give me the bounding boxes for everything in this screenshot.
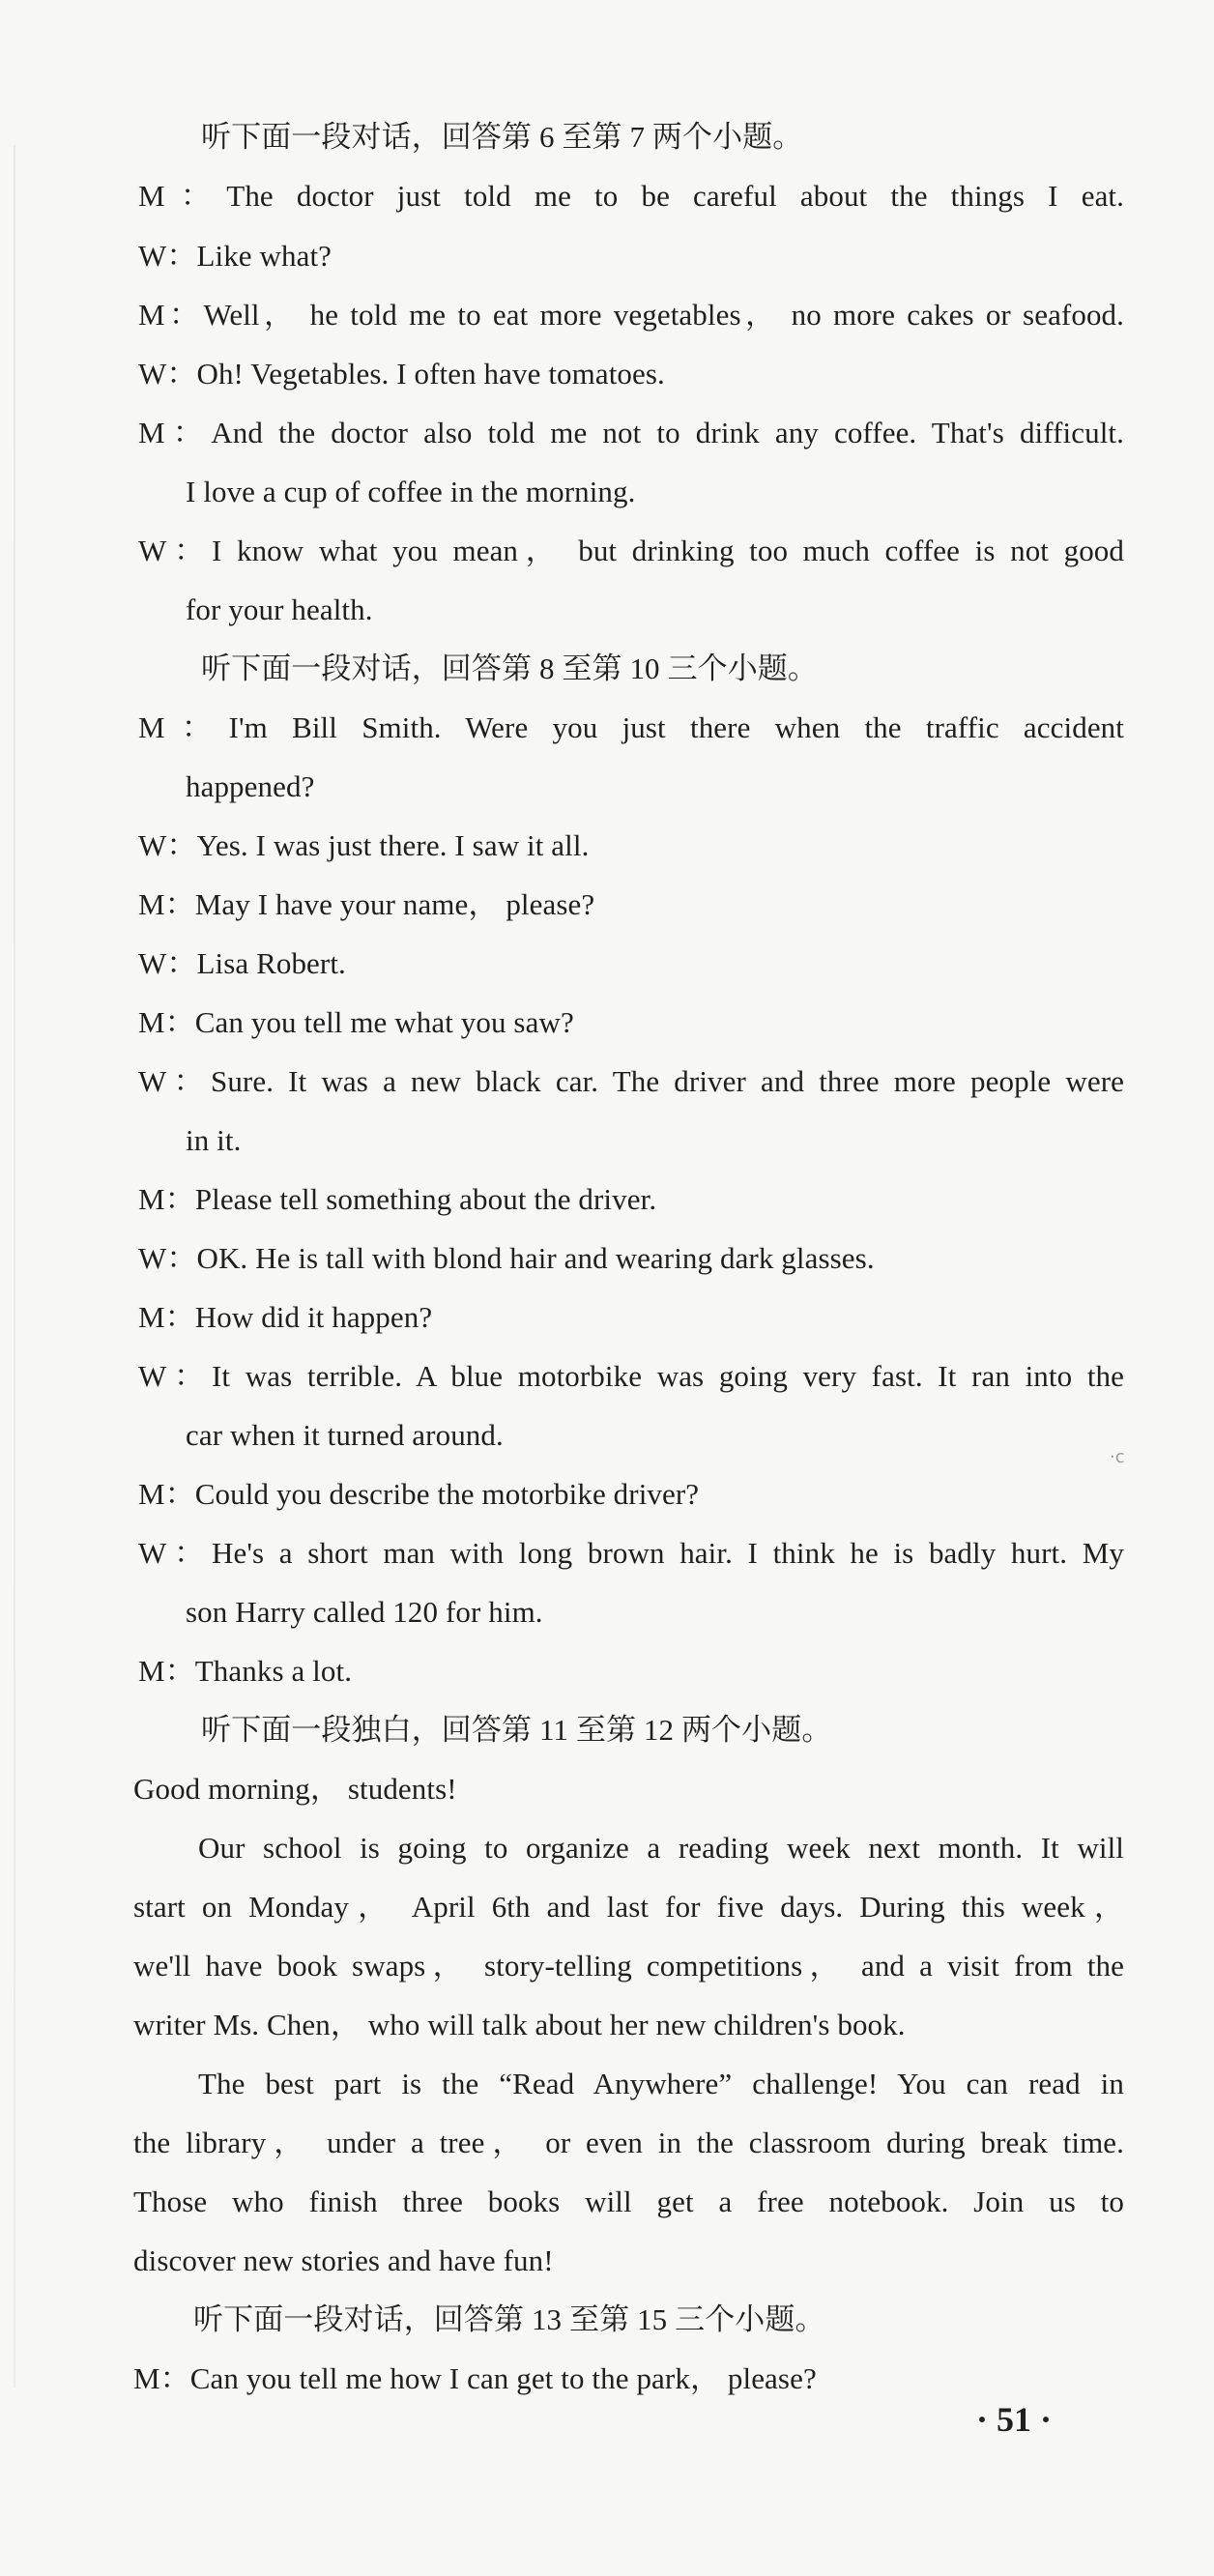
- text-line: W：He's a short man with long brown hair. I think he is badly hurt. My: [138, 1536, 1124, 1570]
- text-line: W：Oh! Vegetables. I often have tomatoes.: [138, 357, 665, 391]
- text-line: for your health.: [186, 593, 373, 626]
- text-line: discover new stories and have fun!: [133, 2243, 554, 2277]
- text-line: W：Sure. It was a new black car. The driver and three more people were: [138, 1064, 1124, 1098]
- text-line: W：Like what?: [138, 239, 332, 273]
- text-line: Our school is going to organize a reading week next month. It will: [198, 1831, 1124, 1865]
- text-line: Those who finish three books will get a free notebook. Join us to: [133, 2185, 1124, 2218]
- text-line: W：Lisa Robert.: [138, 946, 346, 980]
- text-line: M：And the doctor also told me not to drink any coffee. That's difficult.: [138, 416, 1124, 449]
- text-line: we'll have book swaps， story-telling competitions， and a visit from the: [133, 1949, 1124, 1983]
- text-line: W：OK. He is tall with blond hair and wearing dark glasses.: [138, 1241, 875, 1275]
- text-line: 听下面一段对话，回答第 8 至第 10 三个小题。: [201, 651, 818, 685]
- text-line: M：Can you tell me how I can get to the park， please?: [133, 2361, 817, 2395]
- text-line: the library， under a tree， or even in the classroom during break time.: [133, 2126, 1124, 2159]
- text-line: W：Yes. I was just there. I saw it all.: [138, 828, 590, 862]
- text-line: M：May I have your name， please?: [138, 887, 595, 921]
- text-line: M：Could you describe the motorbike driver?: [138, 1477, 700, 1511]
- text-line: M：Well， he told me to eat more vegetables， no more cakes or seafood.: [138, 298, 1124, 332]
- text-line: M：Thanks a lot.: [138, 1654, 353, 1688]
- text-line: M：The doctor just told me to be careful about the things I eat.: [138, 179, 1124, 213]
- text-line: 听下面一段独白，回答第 11 至第 12 两个小题。: [201, 1713, 832, 1747]
- scan-speck: ·c: [1110, 1447, 1125, 1467]
- text-line: car when it turned around.: [186, 1418, 504, 1452]
- text-line: M：Please tell something about the driver.: [138, 1182, 657, 1216]
- text-line: M：I'm Bill Smith. Were you just there when the traffic accident: [138, 710, 1124, 744]
- text-line: I love a cup of coffee in the morning.: [186, 475, 636, 508]
- text-line: start on Monday， April 6th and last for five days. During this week，: [133, 1890, 1124, 1924]
- page-number: · 51 ·: [976, 2400, 1053, 2439]
- text-line: W：It was terrible. A blue motorbike was going very fast. It ran into the: [138, 1359, 1124, 1393]
- text-line: The best part is the “Read Anywhere” challenge! You can read in: [198, 2067, 1124, 2100]
- text-line: Good morning， students!: [133, 1772, 457, 1806]
- text-line: 听下面一段对话，回答第 13 至第 15 三个小题。: [193, 2302, 825, 2336]
- text-line: W：I know what you mean， but drinking too much coffee is not good: [138, 534, 1124, 567]
- text-line: in it.: [186, 1123, 242, 1157]
- scan-edge-line: [14, 145, 15, 2388]
- text-line: M：Can you tell me what you saw?: [138, 1005, 574, 1039]
- text-line: M：How did it happen?: [138, 1300, 433, 1334]
- text-line: happened?: [186, 769, 315, 803]
- text-line: son Harry called 120 for him.: [186, 1595, 543, 1629]
- text-line: writer Ms. Chen， who will talk about her new children's book.: [133, 2008, 906, 2041]
- text-line: 听下面一段对话，回答第 6 至第 7 两个小题。: [201, 120, 803, 154]
